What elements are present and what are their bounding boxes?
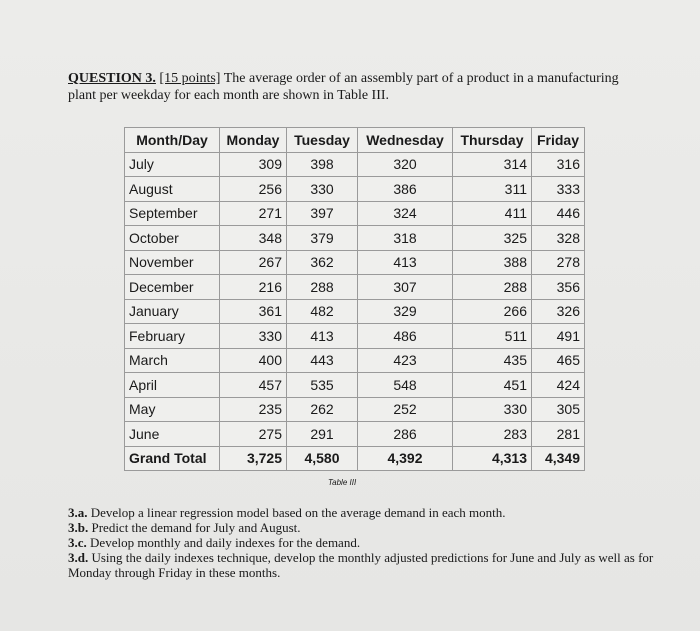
value-cell: 281 [532,422,585,447]
table-row [125,275,585,300]
value-cell: 435 [453,348,532,373]
value-cell: 400 [220,348,287,373]
header-wednesday: Wednesday [358,128,453,153]
value-cell: 443 [287,348,358,373]
table-row [125,152,585,177]
value-cell: 311 [453,177,532,202]
task-item [68,535,668,550]
task-list [68,505,668,580]
header-tuesday: Tuesday [287,128,358,153]
task-text: Predict the demand for July and August. [91,520,301,535]
header-month-day: Month/Day [125,128,220,153]
value-cell: 388 [453,250,532,275]
month-cell: October [125,226,220,251]
value-cell: 307 [358,275,453,300]
total-cell: 4,313 [453,446,532,471]
value-cell: 316 [532,152,585,177]
grand-total-label: Grand Total [125,446,220,471]
demand-table [124,127,585,471]
value-cell: 267 [220,250,287,275]
grand-total-row [125,446,585,471]
table-row [125,397,585,422]
month-cell: January [125,299,220,324]
value-cell: 446 [532,201,585,226]
value-cell: 356 [532,275,585,300]
value-cell: 309 [220,152,287,177]
value-cell: 482 [287,299,358,324]
table-row [125,201,585,226]
table-row [125,250,585,275]
month-cell: September [125,201,220,226]
table-row [125,226,585,251]
question-text-line2: plant per weekday for each month are shown in Table III. [68,88,390,103]
table-row [125,324,585,349]
value-cell: 266 [453,299,532,324]
task-text: Using the daily indexes technique, develop the monthly adjusted predictions for June and July as well as for Monday through Friday in these months. [68,550,654,580]
value-cell: 320 [358,152,453,177]
question-points: [15 points] [159,71,221,86]
value-cell: 457 [220,373,287,398]
table-row [125,422,585,447]
month-cell: July [125,152,220,177]
value-cell: 491 [532,324,585,349]
value-cell: 411 [453,201,532,226]
value-cell: 216 [220,275,287,300]
table-row [125,348,585,373]
value-cell: 252 [358,397,453,422]
month-cell: June [125,422,220,447]
value-cell: 330 [287,177,358,202]
question-text-line1: The average order of an assembly part of a product in a manufacturing [223,71,619,86]
month-cell: February [125,324,220,349]
task-item [68,550,668,580]
value-cell: 318 [358,226,453,251]
total-cell: 4,580 [287,446,358,471]
task-text: Develop a linear regression model based on the average demand in each month. [90,505,506,520]
value-cell: 348 [220,226,287,251]
value-cell: 328 [532,226,585,251]
total-cell: 4,349 [532,446,585,471]
task-item [68,520,668,535]
value-cell: 314 [453,152,532,177]
value-cell: 413 [287,324,358,349]
value-cell: 288 [287,275,358,300]
task-number: 3.c. [68,535,87,550]
table-header-row [125,128,585,153]
value-cell: 548 [358,373,453,398]
value-cell: 305 [532,397,585,422]
table-row [125,299,585,324]
value-cell: 465 [532,348,585,373]
value-cell: 324 [358,201,453,226]
header-thursday: Thursday [453,128,532,153]
month-cell: August [125,177,220,202]
value-cell: 511 [453,324,532,349]
value-cell: 486 [358,324,453,349]
value-cell: 330 [220,324,287,349]
value-cell: 271 [220,201,287,226]
value-cell: 379 [287,226,358,251]
value-cell: 424 [532,373,585,398]
header-friday: Friday [532,128,585,153]
value-cell: 326 [532,299,585,324]
value-cell: 278 [532,250,585,275]
value-cell: 262 [287,397,358,422]
month-cell: December [125,275,220,300]
value-cell: 398 [287,152,358,177]
task-number: 3.d. [68,550,89,565]
question-heading: QUESTION 3. [68,71,156,86]
question-paragraph [68,70,668,104]
value-cell: 413 [358,250,453,275]
value-cell: 288 [453,275,532,300]
value-cell: 325 [453,226,532,251]
value-cell: 535 [287,373,358,398]
value-cell: 330 [453,397,532,422]
total-cell: 4,392 [358,446,453,471]
value-cell: 291 [287,422,358,447]
value-cell: 235 [220,397,287,422]
header-monday: Monday [220,128,287,153]
value-cell: 329 [358,299,453,324]
value-cell: 397 [287,201,358,226]
table-caption: Table III [328,478,357,487]
value-cell: 451 [453,373,532,398]
value-cell: 286 [358,422,453,447]
task-number: 3.b. [68,520,89,535]
table-row [125,373,585,398]
task-number: 3.a. [68,505,88,520]
month-cell: April [125,373,220,398]
value-cell: 386 [358,177,453,202]
month-cell: May [125,397,220,422]
value-cell: 333 [532,177,585,202]
value-cell: 362 [287,250,358,275]
month-cell: March [125,348,220,373]
value-cell: 423 [358,348,453,373]
value-cell: 275 [220,422,287,447]
value-cell: 256 [220,177,287,202]
total-cell: 3,725 [220,446,287,471]
value-cell: 283 [453,422,532,447]
month-cell: November [125,250,220,275]
task-text: Develop monthly and daily indexes for the demand. [90,535,361,550]
table-row [125,177,585,202]
value-cell: 361 [220,299,287,324]
task-item [68,505,668,520]
